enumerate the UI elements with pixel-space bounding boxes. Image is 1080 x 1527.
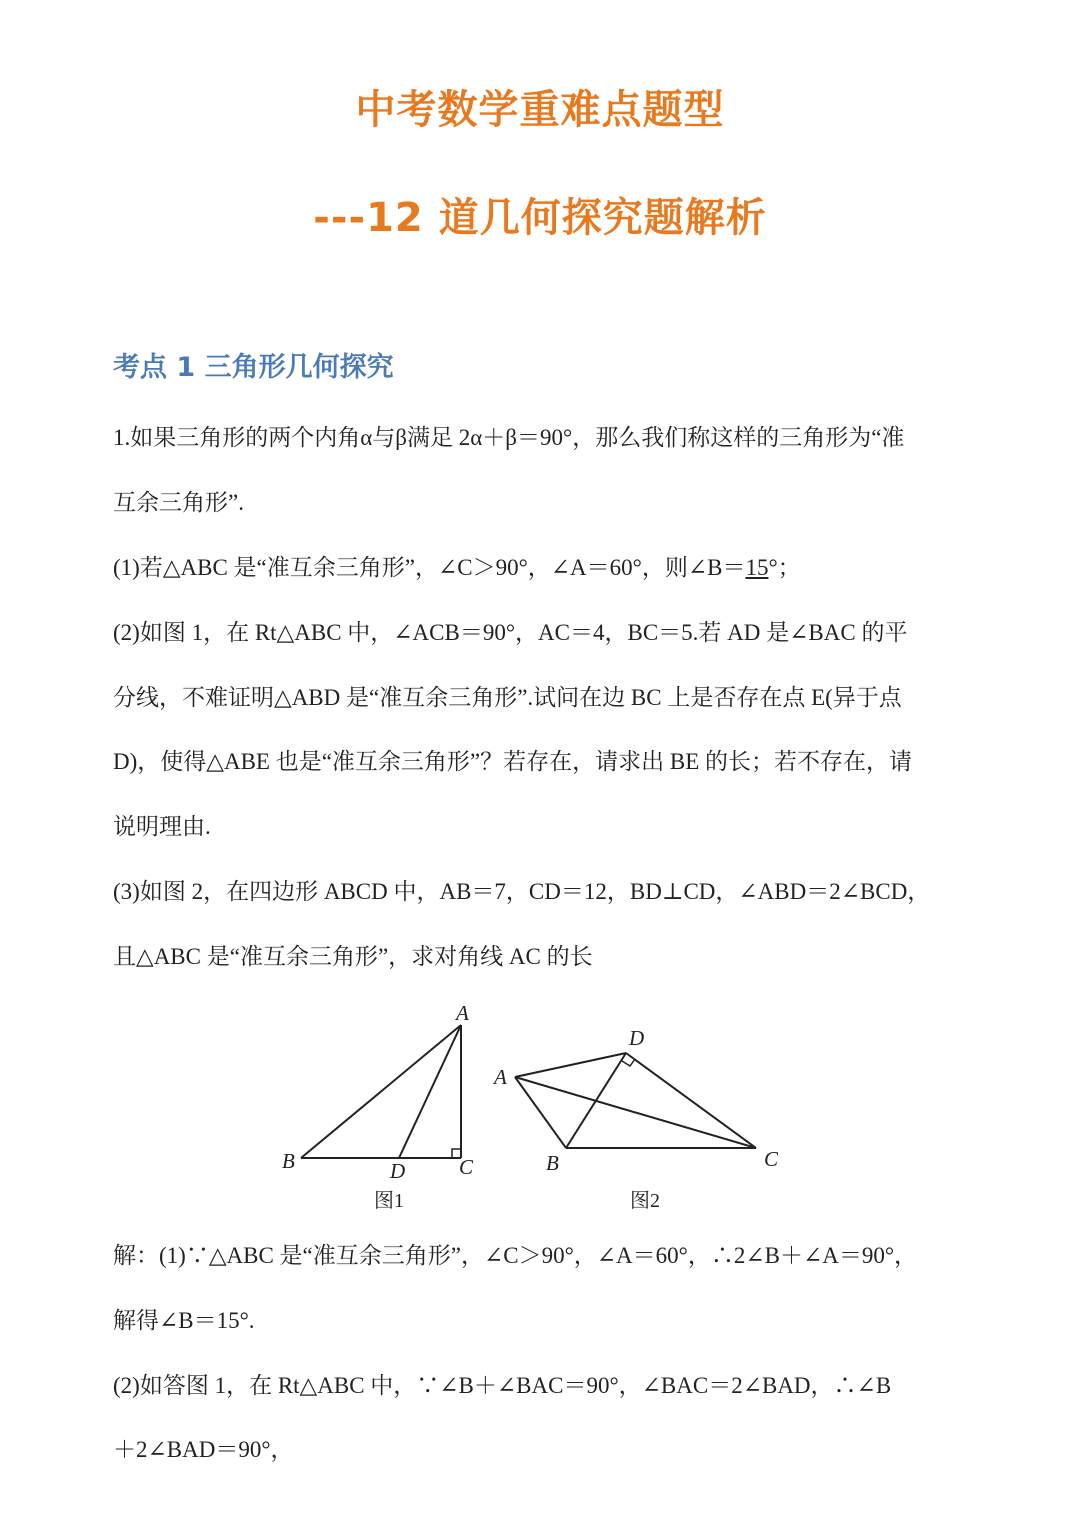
fig1-label-d: D	[390, 1159, 406, 1183]
fig2-side-da	[515, 1053, 626, 1077]
fig1-label-c: C	[459, 1155, 474, 1179]
fig2-diagonal-ac	[515, 1077, 756, 1148]
fig1-bisector-ad	[399, 1025, 461, 1158]
problem-line-2: 互余三角形”.	[113, 490, 244, 515]
fig1-side-ab	[301, 1025, 461, 1158]
title-line-2: ---12 道几何探究题解析	[313, 195, 767, 241]
fig2-label-d: D	[629, 1026, 645, 1050]
question-1-tail: °；	[768, 555, 801, 580]
fig2-side-cd	[626, 1053, 756, 1148]
title-line-1: 中考数学重难点题型	[355, 87, 725, 133]
fig1-label-b: B	[282, 1149, 295, 1173]
solution-line-1: 解：(1)∵△ABC 是“准互余三角形”，∠C＞90°，∠A＝60°，∴2∠B＋∠A＝90°，	[113, 1243, 918, 1268]
fig1-caption: 图1	[374, 1190, 404, 1212]
question-2-line-2: 分线，不难证明△ABD 是“准互余三角形”.试问在边 BC 上是否存在点 E(异于点	[113, 685, 902, 710]
question-2-line-1: (2)如图 1，在 Rt△ABC 中，∠ACB＝90°，AC＝4，BC＝5.若 AD 是∠BAC 的平	[113, 620, 908, 645]
figure-1	[301, 1025, 461, 1158]
question-3-line-2: 且△ABC 是“准互余三角形”，求对角线 AC 的长	[113, 944, 593, 969]
fig1-label-a: A	[456, 1001, 469, 1025]
figures	[0, 995, 1080, 1225]
question-2-line-3: D)，使得△ABE 也是“准互余三角形”？若存在，请求出 BE 的长；若不存在，请	[113, 749, 913, 774]
fig2-label-a: A	[494, 1065, 507, 1089]
solution-line-2: 解得∠B＝15°.	[113, 1308, 255, 1333]
fig2-right-angle-mark	[622, 1059, 635, 1066]
fig2-side-ab	[515, 1077, 566, 1148]
question-1-text: (1)若△ABC 是“准互余三角形”，∠C＞90°，∠A＝60°，则∠B＝	[113, 555, 746, 580]
question-1	[113, 552, 953, 584]
solution-line-4: ＋2∠BAD＝90°，	[113, 1437, 294, 1462]
fig2-diagonal-bd	[566, 1053, 626, 1148]
fig2-label-b: B	[546, 1151, 559, 1175]
fig2-caption: 图2	[630, 1190, 660, 1212]
problem-line-1: 1.如果三角形的两个内角α与β满足 2α＋β＝90°，那么我们称这样的三角形为“准	[113, 425, 905, 450]
solution-line-3: (2)如答图 1，在 Rt△ABC 中，∵∠B＋∠BAC＝90°，∠BAC＝2∠BAD，∴∠B	[113, 1373, 892, 1398]
section-heading: 考点 1 三角形几何探究	[113, 352, 394, 383]
fig2-label-c: C	[764, 1147, 779, 1171]
question-3-line-1: (3)如图 2，在四边形 ABCD 中，AB＝7，CD＝12，BD⊥CD，∠ABD＝2∠BCD，	[113, 879, 931, 904]
question-1-answer: 15	[745, 555, 769, 580]
question-2-line-4: 说明理由.	[113, 814, 211, 839]
figure-2	[515, 1053, 756, 1148]
